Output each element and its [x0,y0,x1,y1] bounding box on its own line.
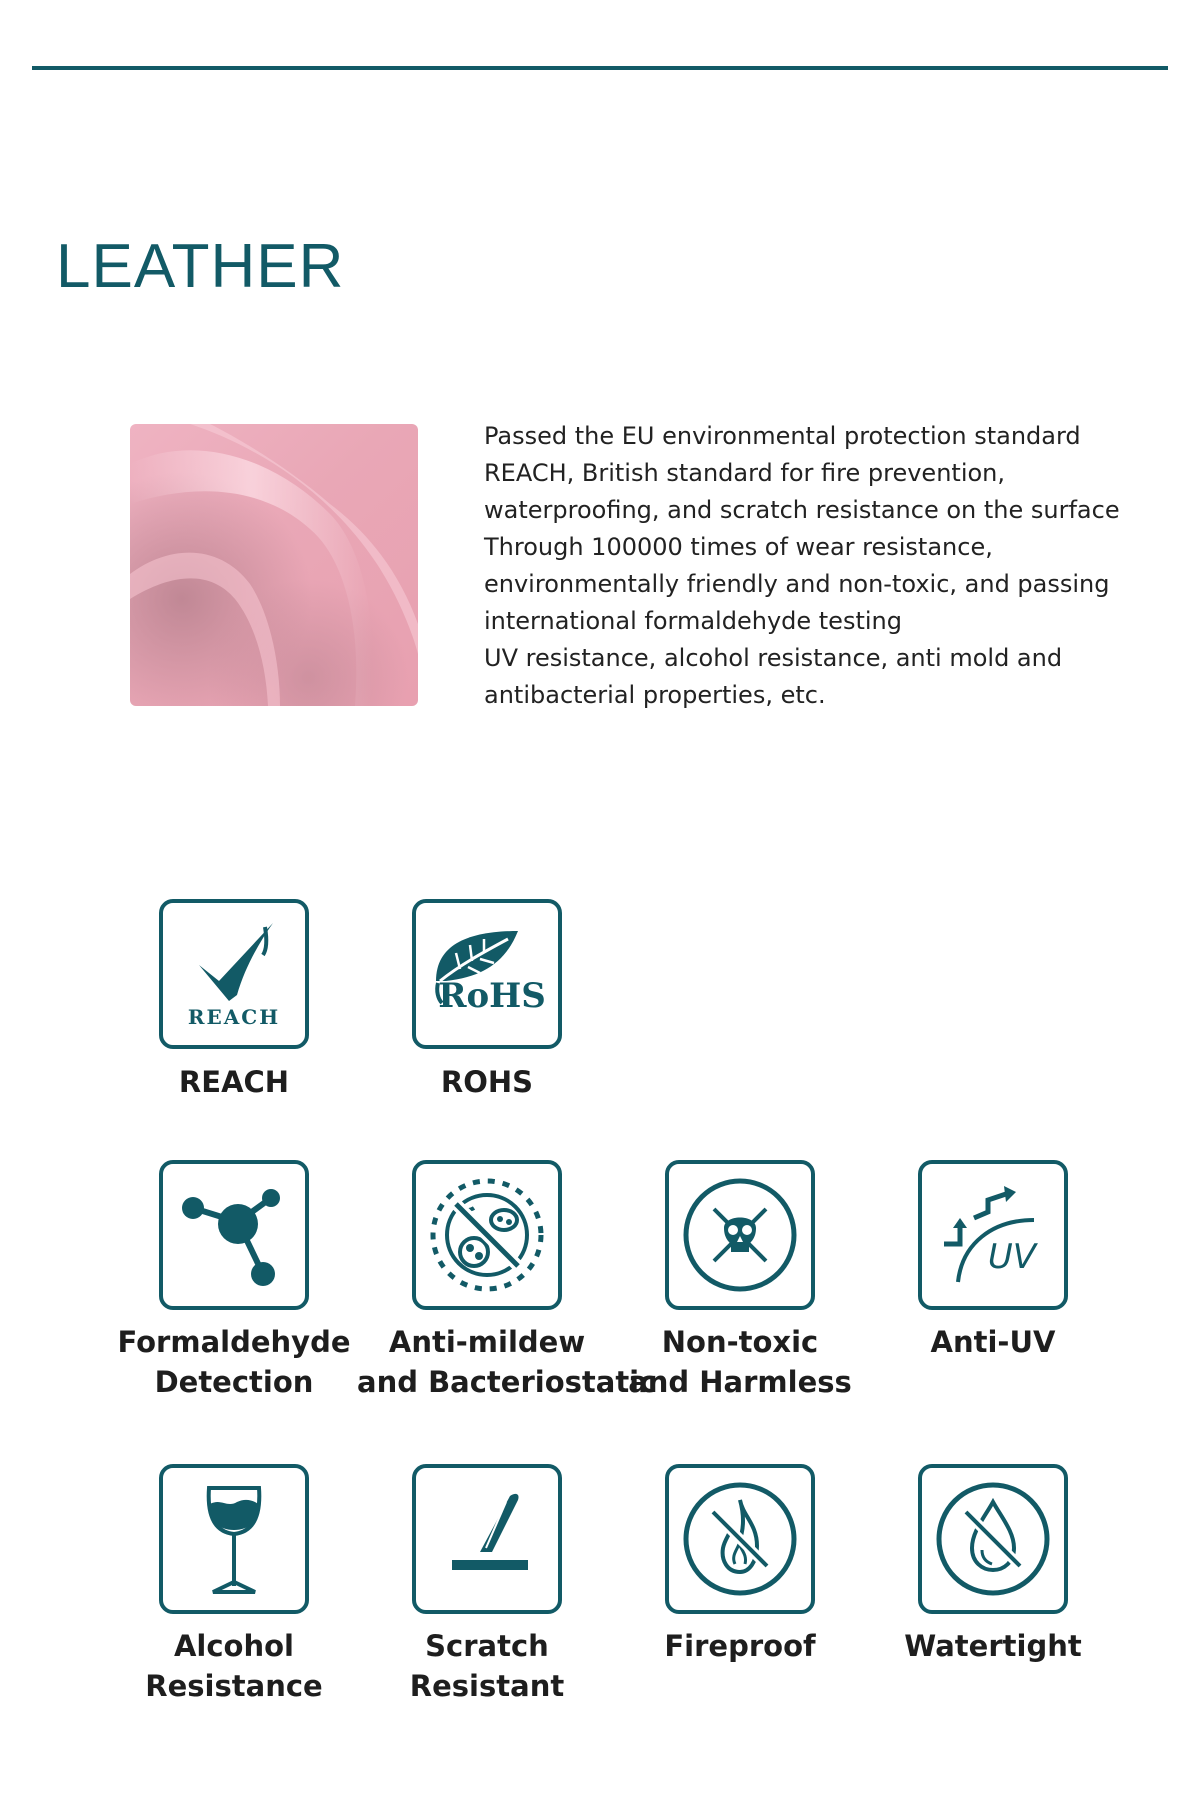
label-line: Anti-UV [930,1325,1056,1359]
wine-glass-icon [163,1468,305,1610]
uv-arrows-icon [922,1164,1064,1306]
label-line: Fireproof [664,1629,816,1663]
label-line: Detection [154,1365,314,1399]
label-line: and Harmless [628,1365,852,1399]
label-line: Formaldehyde [117,1325,351,1359]
label-line: Resistant [409,1669,565,1703]
no-skull-icon [669,1164,811,1306]
label-line: Non-toxic [661,1325,819,1359]
rohs-leaf-icon [416,903,558,1045]
feature-label-formaldehyde [104,1322,364,1402]
no-fire-icon [669,1468,811,1610]
no-water-drop-icon [922,1468,1064,1610]
feature-label-anti-mildew [357,1322,657,1402]
description-line: REACH, British standard for fire prevention, [484,459,1006,487]
rohs-badge [412,899,562,1049]
label-line: REACH [178,1065,290,1099]
description-line: Passed the EU environmental protection standard [484,422,1081,450]
description-line: UV resistance, alcohol resistance, anti mold and [484,644,1063,672]
blade-icon [416,1468,558,1610]
watertight-badge [918,1464,1068,1614]
label-line: Watertight [904,1629,1082,1663]
anti-uv-badge [918,1160,1068,1310]
feature-label-reach [104,1062,364,1102]
description-line: environmentally friendly and non-toxic, and passing [484,570,1110,598]
scratch-badge [412,1464,562,1614]
description-line: antibacterial properties, etc. [484,681,826,709]
label-line: Scratch [425,1629,549,1663]
feature-label-fireproof [610,1626,870,1666]
top-divider [32,66,1168,70]
reach-icon-text: REACH [187,1005,281,1029]
rohs-icon-text: RoHS [438,976,546,1016]
non-toxic-badge [665,1160,815,1310]
molecule-icon [163,1164,305,1306]
reach-badge [159,899,309,1049]
fireproof-badge [665,1464,815,1614]
anti-mildew-badge [412,1160,562,1310]
leather-swatch-image [130,424,418,706]
alcohol-badge [159,1464,309,1614]
description [484,418,1154,714]
formaldehyde-badge [159,1160,309,1310]
label-line: Anti-mildew [388,1325,586,1359]
label-line: Resistance [145,1669,323,1703]
page-title: LEATHER [56,232,345,301]
reach-check-icon [163,903,305,1045]
feature-label-watertight [863,1626,1123,1666]
uv-icon-text: UV [987,1237,1037,1277]
feature-label-rohs [357,1062,617,1102]
description-line: international formaldehyde testing [484,607,902,635]
description-line: Through 100000 times of wear resistance, [484,533,993,561]
no-bacteria-icon [416,1164,558,1306]
feature-label-alcohol [104,1626,364,1706]
feature-label-anti-uv [863,1322,1123,1362]
label-line: and Bacteriostatic [357,1365,657,1399]
label-line: ROHS [440,1065,534,1099]
feature-label-non-toxic [610,1322,870,1402]
description-line: waterproofing, and scratch resistance on the surface [484,496,1120,524]
label-line: Alcohol [173,1629,294,1663]
feature-label-scratch [357,1626,617,1706]
